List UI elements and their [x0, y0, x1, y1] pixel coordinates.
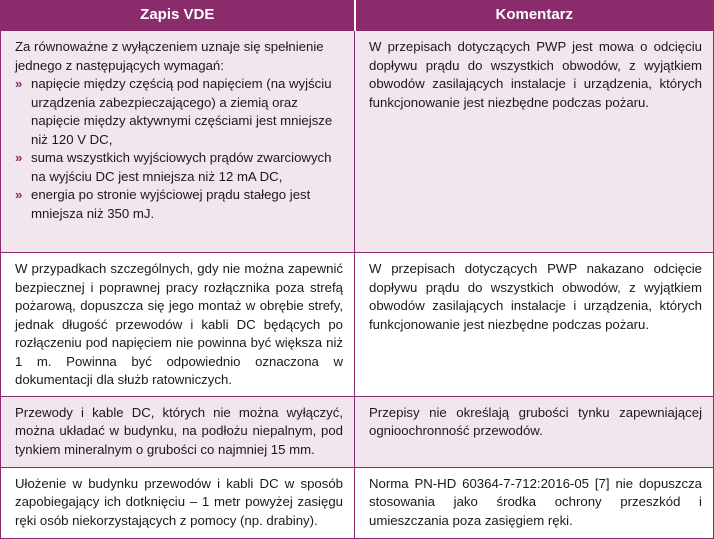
table-row — [1, 396, 714, 467]
vde-record-cell: W przypadkach szczególnych, gdy nie można zapewnić bezpiecznej i poprawnej pracy rozłącznika poza strefą pożarową, dopuszcza się jego montaż w obrębie strefy, jednak długość przewodów i kabli DC będących po rozłączeniu pod napięciem nie powinna być większa niż 1 m. Powinna być odpowiednio oznaczona w dokumentacji dla służb ratowniczych. — [1, 253, 355, 397]
requirement-text: napięcie między częścią pod napięciem (na wyjściu urządzenia zabezpieczającego) a ziemią oraz napięcie między aktywnymi częściami jest mniejsze niż 120 V DC, — [31, 76, 333, 147]
table-row — [1, 31, 714, 253]
list-item — [15, 75, 343, 149]
comment-cell: W przepisach dotyczących PWP nakazano odcięcie dopływu prądu do wszystkich obwodów, z wyjątkiem obwodów zasilających instalacje i urządzenia, których funkcjonowanie jest niezbędne podczas pożaru. — [355, 253, 714, 397]
requirements-intro: Za równoważne z wyłączeniem uznaje się spełnienie jednego z następujących wymagań: — [15, 39, 324, 73]
requirement-text: energia po stronie wyjściowej prądu stałego jest mniejsza niż 350 mJ. — [31, 187, 311, 221]
table-header-row — [1, 1, 714, 31]
bullet-icon: » — [15, 187, 23, 202]
vde-record-cell: Ułożenie w budynku przewodów i kabli DC w sposób zapobiegający ich dotknięciu – 1 metr powyżej zasięgu ręki osób niekorzystających z pomocy (np. drabiny). — [1, 467, 355, 538]
vde-record-cell — [1, 31, 355, 253]
column-header-vde-record: Zapis VDE — [1, 1, 355, 31]
comment-cell: Norma PN-HD 60364-7-712:2016-05 [7] nie dopuszcza stosowania jako środka ochrony przeszkód i umieszczania poza zasięgiem ręki. — [355, 467, 714, 538]
table-row — [1, 467, 714, 538]
list-item — [15, 186, 343, 223]
comment-cell: Przepisy nie określają grubości tynku zapewniającej ognioochronność przewodów. — [355, 396, 714, 467]
vde-record-cell: Przewody i kable DC, których nie można wyłączyć, można układać w budynku, na podłożu niepalnym, pod tynkiem mineralnym o grubości co najmniej 15 mm. — [1, 396, 355, 467]
column-header-comment: Komentarz — [355, 1, 714, 31]
table-row — [1, 253, 714, 397]
requirements-list — [15, 75, 343, 223]
bullet-icon: » — [15, 76, 23, 91]
list-item — [15, 149, 343, 186]
bullet-icon: » — [15, 150, 23, 165]
requirement-text: suma wszystkich wyjściowych prądów zwarciowych na wyjściu DC jest mniejsza niż 12 mA DC, — [31, 150, 332, 184]
comment-cell: W przepisach dotyczących PWP jest mowa o odcięciu dopływu prądu do wszystkich obwodów, z wyjątkiem obwodów zasilających instalacje i urządzenia, których funkcjonowanie jest niezbędne podczas pożaru. — [355, 31, 714, 253]
